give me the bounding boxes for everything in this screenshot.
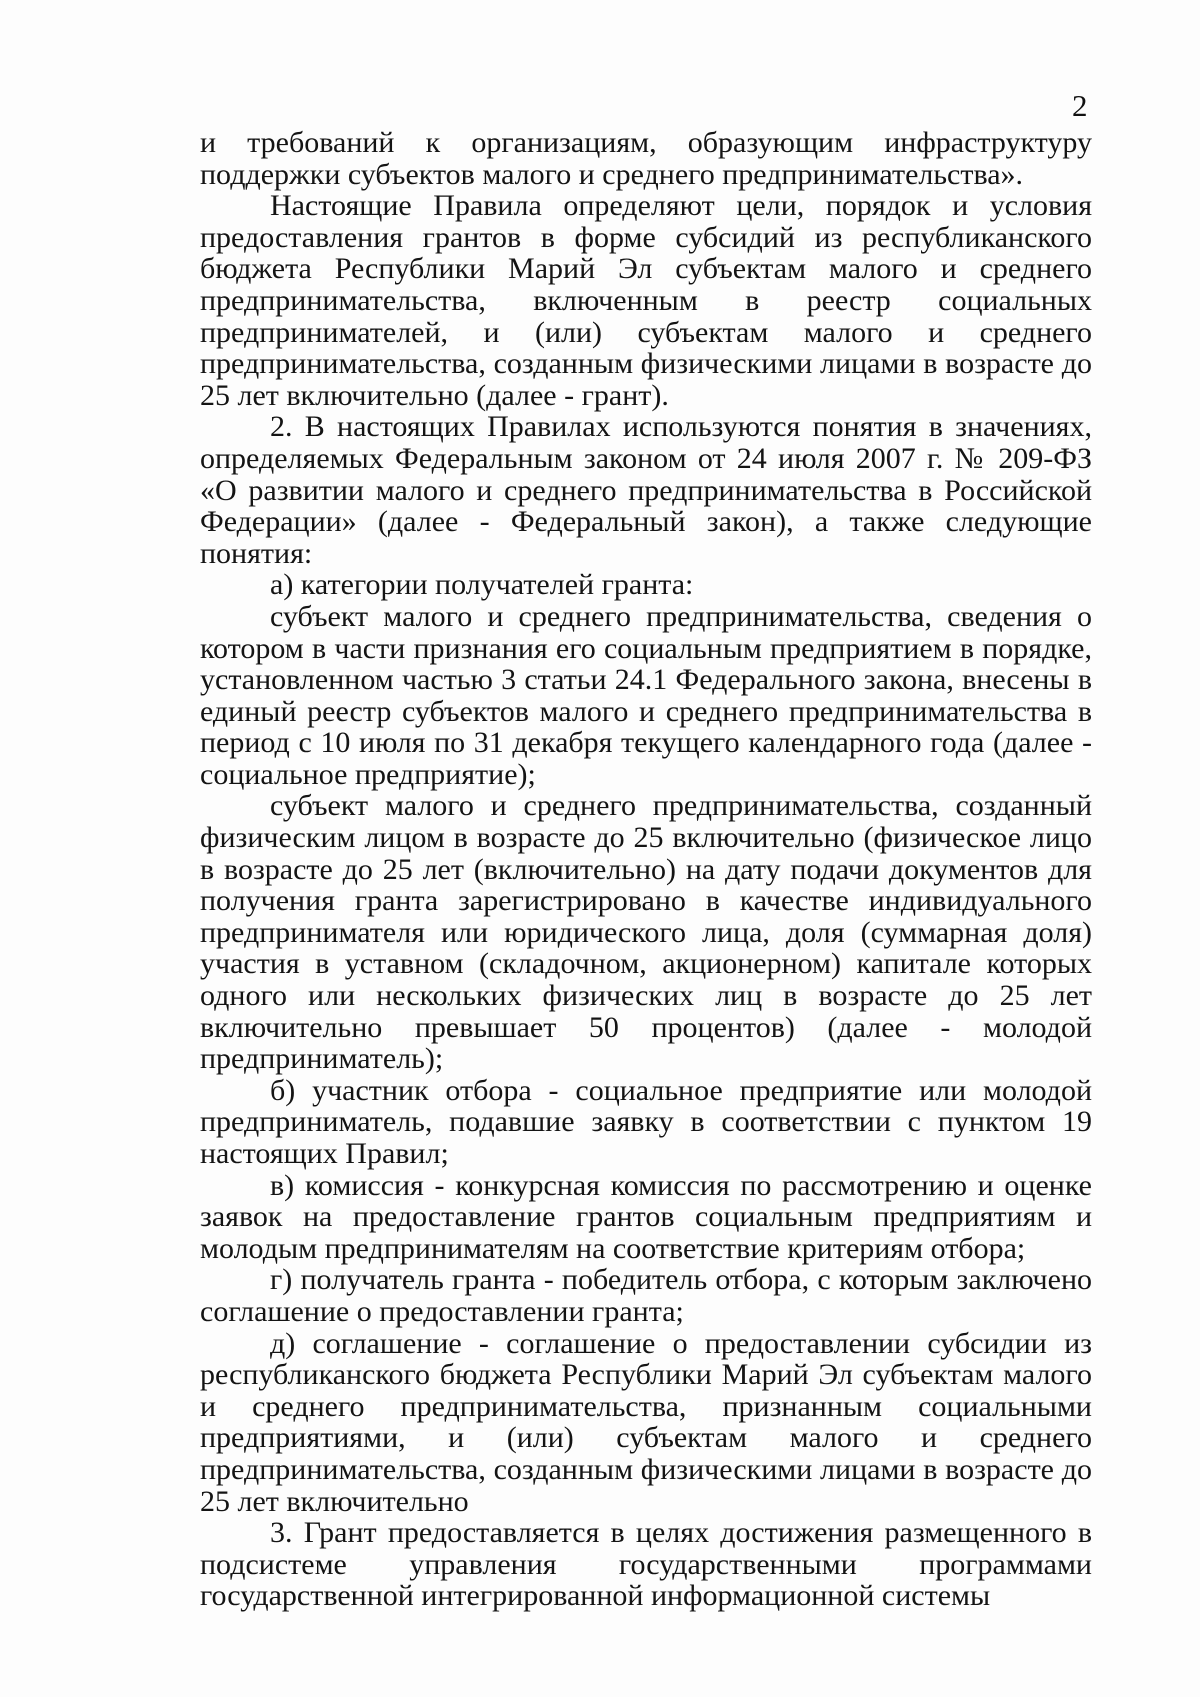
paragraph: Настоящие Правила определяют цели, порядок и условия предоставления грантов в форме субсидий из республиканского бюджета Республики Марий Эл субъектам малого и среднего предпринимательства, включенным в реестр социальных предпринимателей, и (или) субъектам малого и среднего предпринимательства, созданным физическими лицами в возрасте до 25 лет включительно (далее - грант).	[200, 189, 1092, 412]
paragraph: б) участник отбора - социальное предприятие или молодой предприниматель, подавшие заявку в соответствии с пунктом 19 настоящих Правил;	[200, 1073, 1092, 1170]
paragraph: 2. В настоящих Правилах используются понятия в значениях, определяемых Федеральным законом от 24 июля 2007 г. № 209-ФЗ «О развитии малого и среднего предпринимательства в Российской Федерации» (далее - Федеральный закон), а также следующие понятия:	[200, 410, 1092, 570]
paragraph: г) получатель гранта - победитель отбора, с которым заключено соглашение о предоставлении гранта;	[200, 1263, 1092, 1328]
paragraph: д) соглашение - соглашение о предоставлении субсидии из республиканского бюджета Республики Марий Эл субъектам малого и среднего предпринимательства, признанным социальными предприятиями, и (или) субъектам малого и среднего предпринимательства, созданным физическими лицами в возрасте до 25 лет включительно	[200, 1326, 1092, 1518]
paragraph: 3. Грант предоставляется в целях достижения размещенного в подсистеме управления государственными программами государственной интегрированной информационной системы	[200, 1516, 1092, 1613]
paragraph: и требований к организациям, образующим инфраструктуру поддержки субъектов малого и среднего предпринимательства».	[200, 126, 1092, 191]
paragraph: субъект малого и среднего предпринимательства, созданный физическим лицом в возрасте до 25 включительно (физическое лицо в возрасте до 25 лет (включительно) на дату подачи документов для получения гранта зарегистрировано в качестве индивидуального предпринимателя или юридического лица, доля (суммарная доля) участия в уставном (складочном, акционерном) капитале которых одного или нескольких физических лиц в возрасте до 25 лет включительно превышает 50 процентов) (далее - молодой предприниматель);	[200, 789, 1092, 1076]
paragraph: а) категории получателей гранта:	[270, 568, 694, 602]
page-number: 2	[1072, 88, 1088, 123]
paragraph: субъект малого и среднего предпринимательства, сведения о котором в части признания его социальным предприятием в порядке, установленном частью 3 статьи 24.1 Федерального закона, внесены в единый реестр субъектов малого и среднего предпринимательства в период с 10 июля по 31 декабря текущего календарного года (далее - социальное предприятие);	[200, 599, 1092, 791]
paragraph: в) комиссия - конкурсная комиссия по рассмотрению и оценке заявок на предоставление грантов социальным предприятиям и молодым предпринимателям на соответствие критериям отбора;	[200, 1168, 1092, 1265]
document-body	[200, 127, 1092, 1612]
